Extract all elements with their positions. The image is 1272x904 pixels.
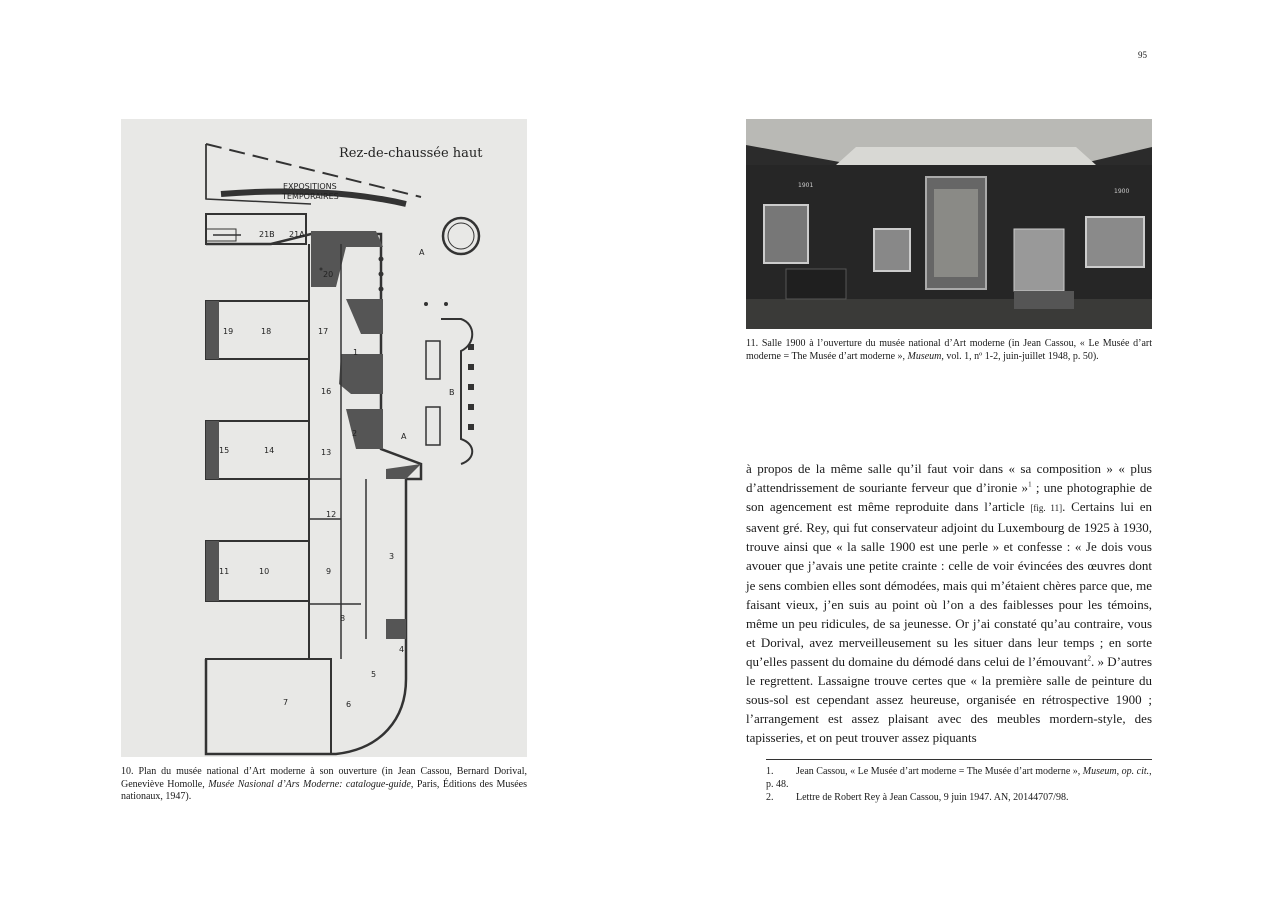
figure-reference[interactable]: [fig. 11]: [1030, 503, 1063, 514]
plan-expo-line1: EXPOSITIONS: [283, 182, 337, 191]
room-label: 20: [323, 270, 334, 279]
footnote-text: Jean Cassou, « Le Musée d’art moderne = The Musée d’art moderne »,: [796, 766, 1083, 777]
footnote-italic: Museum: [1082, 766, 1117, 777]
room-label: 15: [219, 446, 230, 455]
room-label: 12: [326, 510, 337, 519]
plan-title: Rez-de-chaussée haut: [339, 146, 483, 161]
caption-text: , vol. 1, nº 1-2, juin-juillet 1948, p. 50).: [941, 350, 1099, 362]
room-label: 3: [389, 552, 395, 561]
body-text-run: à propos de la même salle qu’il faut voir dans « sa composition » « plus d’attendrissement de souriante ferveur que d’ironie »: [746, 461, 1152, 496]
room-label: 19: [223, 327, 234, 336]
room-label: 17: [318, 327, 329, 336]
plan-expo-line2: TEMPORAIRES: [282, 192, 339, 201]
footnote-1: [766, 765, 1152, 791]
body-text-run: ; une photographie de son agencement est même reproduite dans l’article: [746, 480, 1152, 515]
footnote-ref-1[interactable]: 1: [1028, 480, 1032, 489]
body-paragraph: [746, 459, 1152, 747]
floor-plan-figure: [121, 119, 527, 757]
room-label: 14: [264, 446, 275, 455]
room-label: 7: [283, 698, 289, 707]
footnote-italic: op. cit.: [1121, 766, 1150, 777]
room-label: 9: [326, 567, 332, 576]
photo-label-1901: 1901: [798, 182, 814, 189]
footnote-text: , p. 48.: [766, 766, 1152, 790]
room-label: 8: [340, 614, 346, 623]
room-label: 10: [259, 567, 270, 576]
room-label: 4: [399, 645, 405, 654]
footnote-number: 1.: [766, 766, 774, 777]
caption-italic-title: Museum: [907, 350, 942, 362]
figure-11-caption: [746, 338, 1152, 363]
room-label: 16: [321, 387, 332, 396]
floor-plan-drawing: [121, 119, 527, 757]
caption-text: 11. Salle 1900 à l’ouverture du musée national d’Art moderne (in Jean Cassou, « Le Musée d’art moderne = The Musée d’art moderne »,: [746, 338, 1152, 362]
room-label: 11: [219, 567, 230, 576]
figure-10-caption: [121, 766, 527, 804]
footnotes: [766, 765, 1152, 804]
room-label: 13: [321, 448, 332, 457]
footnote-number: 2.: [766, 792, 774, 803]
body-text-run: . » D’autres le regrettent. Lassaigne trouve certes que « la première salle de peinture du sous-sol est cependant assez heureuse, organisée en rétrospective 1900 ; l’arrangement est assez plaisant avec des meubles mordern-style, des tapisseries, et on peut trouver assez piquants: [746, 653, 1153, 746]
page-number: 95: [1138, 50, 1147, 60]
footnote-2: [766, 791, 1152, 804]
room-label: 18: [261, 327, 272, 336]
room-label: 21B: [259, 230, 275, 239]
body-text-run: . Certains lui en savent gré. Rey, qui fut conservateur adjoint du Luxembourg de 1925 à 1930, trouve ainsi que « la salle 1900 est une perle » et confesse : « Je dois vous avouer que j’avais une petite crainte : celle de voir évincées des œuvres dont je sens combien elles sont démodées, mais qui m’étaient chères parce que, me faisant vieux, j’en suis au point où l’on a des faiblesses pour les témoins, même un peu ridicules, de sa jeunesse. Or j’ai constaté qu’au contraire, vous et Dorival, avez merveilleusement su les situer dans leur temps ; en sorte qu’elles passent du domaine du démodé dans celui de l’émouvant: [746, 499, 1152, 669]
gallery-photo-drawing: [746, 119, 1152, 329]
room-label: B: [449, 388, 455, 397]
photo-label-1900: 1900: [1114, 188, 1130, 195]
caption-text: , Paris, Éditions des Musées nationaux, 1947).: [121, 778, 527, 802]
gallery-photo: [746, 119, 1152, 329]
footnote-divider: [766, 759, 1152, 760]
room-label: 5: [371, 670, 377, 679]
caption-italic-title: Musée Nasional d’Ars Moderne: catalogue-guide: [208, 778, 411, 790]
footnote-text: ,: [1116, 766, 1122, 777]
room-label: A: [419, 248, 425, 257]
room-label: 2: [352, 429, 358, 438]
footnote-ref-2[interactable]: 2: [1087, 654, 1091, 663]
footnote-text: Lettre de Robert Rey à Jean Cassou, 9 juin 1947. AN, 20144707/98.: [796, 792, 1069, 803]
room-label: 1: [353, 348, 359, 357]
room-label: A: [401, 432, 407, 441]
room-label: 21A: [289, 230, 305, 239]
room-label: 6: [346, 700, 352, 709]
caption-text: 10. Plan du musée national d’Art moderne à son ouverture (in Jean Cassou, Bernard Dorival, Geneviève Homolle,: [121, 766, 527, 790]
